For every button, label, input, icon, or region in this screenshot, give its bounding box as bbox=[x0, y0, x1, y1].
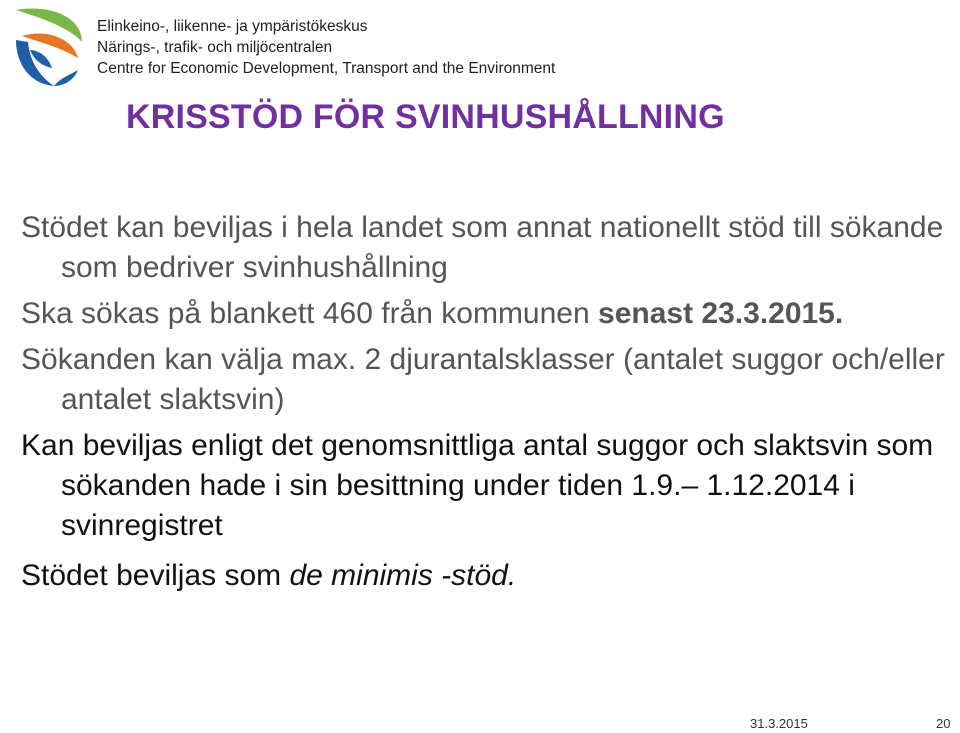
paragraph-application-deadline bbox=[21, 294, 956, 334]
deadline-date: senast 23.3.2015. bbox=[598, 297, 844, 330]
page-number: 20 bbox=[936, 716, 951, 731]
org-name-finnish: Elinkeino-, liikenne- ja ympäristökeskus bbox=[97, 18, 368, 35]
paragraph-de-minimis bbox=[21, 556, 956, 596]
slide-title: KRISSTÖD FÖR SVINHUSHÅLLNING bbox=[126, 98, 725, 136]
footer-date: 31.3.2015 bbox=[750, 716, 808, 731]
slide-body bbox=[21, 208, 956, 606]
paragraph-average-animals: Kan beviljas enligt det genomsnittliga antal suggor och slaktsvin som sökanden hade i sin besittning under tiden 1.9.– 1.12.2014 i svinregistret bbox=[21, 429, 934, 542]
org-name-swedish: Närings-, trafik- och miljöcentralen bbox=[97, 39, 333, 56]
org-name-english: Centre for Economic Development, Transport and the Environment bbox=[97, 60, 556, 77]
de-minimis-text: Stödet beviljas som bbox=[21, 559, 290, 592]
de-minimis-term: de minimis -stöd. bbox=[289, 559, 517, 592]
paragraph-animal-classes: Sökanden kan välja max. 2 djurantalsklasser (antalet suggor och/eller antalet slaktsvin) bbox=[21, 343, 945, 416]
deadline-text: Ska sökas på blankett 460 från kommunen bbox=[21, 297, 599, 330]
paragraph-support-scope: Stödet kan beviljas i hela landet som annat nationellt stöd till sökande som bedriver svinhushållning bbox=[21, 211, 944, 284]
ely-leaf-logo-icon bbox=[8, 6, 88, 86]
organization-name bbox=[97, 16, 555, 79]
